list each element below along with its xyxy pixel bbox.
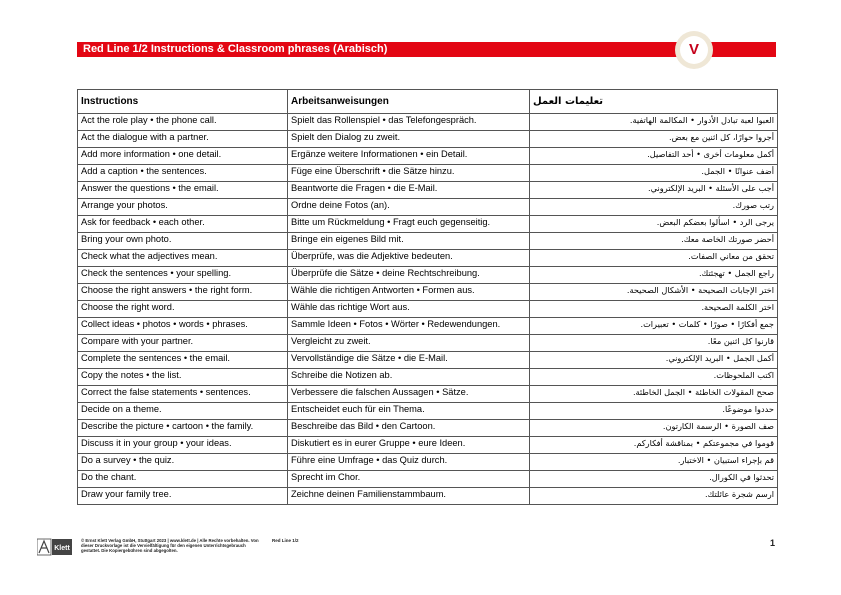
cell-arabic: رتب صورك. [530, 199, 778, 216]
cell-english: Check what the adjectives mean. [78, 250, 288, 267]
cell-english: Discuss it in your group • your ideas. [78, 437, 288, 454]
table-row [78, 403, 778, 420]
cell-arabic: اكتب الملحوظات. [530, 369, 778, 386]
table-row [78, 369, 778, 386]
table-body [78, 114, 778, 505]
table-row [78, 318, 778, 335]
cell-english: Decide on a theme. [78, 403, 288, 420]
cell-english: Do the chant. [78, 471, 288, 488]
cell-arabic: أحضر صورتك الخاصة معك. [530, 233, 778, 250]
cell-english: Add more information • one detail. [78, 148, 288, 165]
cell-german: Wähle die richtigen Antworten • Formen aus. [288, 284, 530, 301]
page-number: 1 [770, 538, 776, 548]
cell-english: Correct the false statements • sentences. [78, 386, 288, 403]
cell-german: Vergleicht zu zweit. [288, 335, 530, 352]
header-arabic: تعليمات العمل [530, 90, 778, 114]
cell-english: Answer the questions • the email. [78, 182, 288, 199]
cell-arabic: ارسم شجرة عائلتك. [530, 488, 778, 505]
cell-german: Ordne deine Fotos (an). [288, 199, 530, 216]
cell-english: Arrange your photos. [78, 199, 288, 216]
header-arbeitsanweisungen: Arbeitsanweisungen [288, 90, 530, 114]
cell-german: Zeichne deinen Familienstammbaum. [288, 488, 530, 505]
cell-english: Choose the right word. [78, 301, 288, 318]
cell-arabic: أجب على الأسئلة • البريد الإلكتروني. [530, 182, 778, 199]
cell-german: Beschreibe das Bild • den Cartoon. [288, 420, 530, 437]
table-row [78, 352, 778, 369]
cell-german: Füge eine Überschrift • die Sätze hinzu. [288, 165, 530, 182]
cell-english: Complete the sentences • the email. [78, 352, 288, 369]
table-row [78, 267, 778, 284]
cell-german: Schreibe die Notizen ab. [288, 369, 530, 386]
cell-english: Check the sentences • your spelling. [78, 267, 288, 284]
cell-english: Act the role play • the phone call. [78, 114, 288, 131]
cell-german: Wähle das richtige Wort aus. [288, 301, 530, 318]
cell-german: Spielt den Dialog zu zweit. [288, 131, 530, 148]
table-row [78, 148, 778, 165]
cell-english: Choose the right answers • the right form. [78, 284, 288, 301]
cell-arabic: صحح المقولات الخاطئة • الجمل الخاطئة. [530, 386, 778, 403]
table-row [78, 284, 778, 301]
cell-german: Bitte um Rückmeldung • Fragt euch gegenseitig. [288, 216, 530, 233]
cell-english: Ask for feedback • each other. [78, 216, 288, 233]
cell-english: Copy the notes • the list. [78, 369, 288, 386]
cell-arabic: يرجى الرد • اسألوا بعضكم البعض. [530, 216, 778, 233]
klett-logo [37, 538, 73, 556]
cell-german: Überprüfe die Sätze • deine Rechtschreibung. [288, 267, 530, 284]
cell-german: Bringe ein eigenes Bild mit. [288, 233, 530, 250]
table-row [78, 250, 778, 267]
table-row [78, 454, 778, 471]
table-row [78, 471, 778, 488]
cell-arabic: اختر الإجابات الصحيحة • الأشكال الصحيحة. [530, 284, 778, 301]
cell-arabic: أكمل الجمل • البريد الإلكتروني. [530, 352, 778, 369]
cell-arabic: أكمل معلومات أخرى • أحد التفاصيل. [530, 148, 778, 165]
cell-german: Sprecht im Chor. [288, 471, 530, 488]
cell-arabic: صف الصورة • الرسمة الكارتون. [530, 420, 778, 437]
cell-german: Verbessere die falschen Aussagen • Sätze. [288, 386, 530, 403]
copyright-notice: © Ernst Klett Verlag GmbH, Stuttgart 2023 | www.klett.de | Alle Rechte vorbehalten. Von dieser Druckvorlage ist die Vervielfältigung für den eigenen Unterrichtsgebrauch gestattet. Die Kopiergebühren sind abgegolten. [81, 538, 259, 554]
cell-arabic: جمع أفكارًا • صورًا • كلمات • تعبيرات. [530, 318, 778, 335]
cell-english: Do a survey • the quiz. [78, 454, 288, 471]
cell-arabic: تحقق من معاني الصفات. [530, 250, 778, 267]
table-header-row [78, 90, 778, 114]
table-row [78, 165, 778, 182]
cell-arabic: أجروا حوارًا، كل اثنين مع بعض. [530, 131, 778, 148]
cell-arabic: قم بإجراء استبيان • الاختبار. [530, 454, 778, 471]
table-row [78, 216, 778, 233]
table-row [78, 182, 778, 199]
table-row [78, 335, 778, 352]
table-row [78, 301, 778, 318]
table-row [78, 199, 778, 216]
cell-german: Beantworte die Fragen • die E-Mail. [288, 182, 530, 199]
cell-arabic: قارنوا كل اثنين معًا. [530, 335, 778, 352]
header-instructions: Instructions [78, 90, 288, 114]
cell-german: Vervollständige die Sätze • die E-Mail. [288, 352, 530, 369]
phrases-table [77, 89, 778, 505]
cell-german: Überprüfe, was die Adjektive bedeuten. [288, 250, 530, 267]
table-row [78, 114, 778, 131]
cell-german: Sammle Ideen • Fotos • Wörter • Redewendungen. [288, 318, 530, 335]
cell-german: Entscheidet euch für ein Thema. [288, 403, 530, 420]
cell-german: Ergänze weitere Informationen • ein Detail. [288, 148, 530, 165]
product-name: Red Line 1/2 [272, 538, 299, 543]
cell-english: Add a caption • the sentences. [78, 165, 288, 182]
table-row [78, 131, 778, 148]
document-title: Red Line 1/2 Instructions & Classroom phrases (Arabisch) [83, 43, 388, 55]
cell-arabic: العبوا لعبة تبادل الأدوار • المكالمة الهاتفية. [530, 114, 778, 131]
cell-arabic: أضف عنوانًا • الجمل. [530, 165, 778, 182]
cell-arabic: قوموا في مجموعتكم • بمناقشة أفكاركم. [530, 437, 778, 454]
title-bar [77, 42, 776, 57]
cell-arabic: حددوا موضوعًا. [530, 403, 778, 420]
cell-english: Collect ideas • photos • words • phrases. [78, 318, 288, 335]
cell-arabic: اختر الكلمة الصحيحة. [530, 301, 778, 318]
unit-badge [675, 31, 713, 69]
table-row [78, 488, 778, 505]
cell-german: Führe eine Umfrage • das Quiz durch. [288, 454, 530, 471]
klett-logo-text: Klett [54, 545, 70, 552]
cell-arabic: راجع الجمل • تهجئتك. [530, 267, 778, 284]
cell-german: Diskutiert es in eurer Gruppe • eure Ideen. [288, 437, 530, 454]
table-row [78, 233, 778, 250]
cell-english: Describe the picture • cartoon • the family. [78, 420, 288, 437]
unit-badge-letter: V [680, 36, 708, 64]
cell-english: Draw your family tree. [78, 488, 288, 505]
cell-english: Bring your own photo. [78, 233, 288, 250]
table-row [78, 437, 778, 454]
cell-english: Act the dialogue with a partner. [78, 131, 288, 148]
table-row [78, 386, 778, 403]
cell-german: Spielt das Rollenspiel • das Telefongespräch. [288, 114, 530, 131]
cell-arabic: تحدثوا في الكورال. [530, 471, 778, 488]
cell-english: Compare with your partner. [78, 335, 288, 352]
table-row [78, 420, 778, 437]
